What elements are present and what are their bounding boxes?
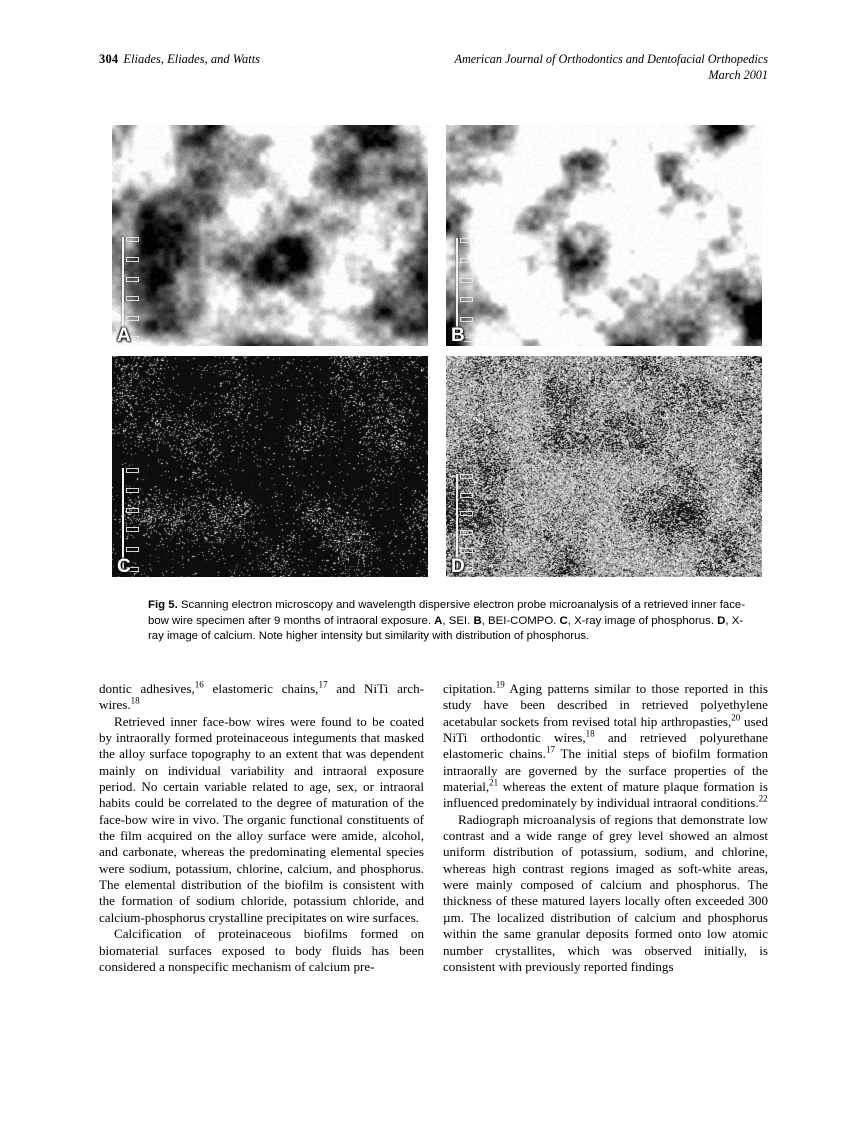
left-para1-seg3: and NiTi arch-wires. [99,681,424,713]
panel-a-micrograph [112,125,428,346]
issue-date: March 2001 [708,67,768,82]
figure-caption [148,598,748,645]
caption-panel-b-label: B [473,614,482,627]
right-para1-seg3: used NiTi orthodontic wires, [443,713,768,746]
right-para1-seg4: and retrieved polyurethane elastomeric chains. [443,730,768,762]
reference-marker-22: 22 [758,794,768,805]
reference-marker-20: 20 [731,712,741,723]
right-column [443,681,768,975]
right-para-2: Radiograph microanalysis of regions that demonstrate low contrast and a wide range of grey level showed an almost uniform distribution of potassium, sodium, and chlorine, whereas high contrast regions imaged as soft-white areas, were mainly composed of calcium and phosphorus. The thickness of these matured layers locally often exceeded 300 µm. The localized distribution of calcium and phosphorus within the same granular deposits formed onto low atomic number crystallites, which was observed initially, is consistent with previously reported findings [443,811,768,974]
left-para-2: Retrieved inner face-bow wires were found to be coated by intraorally formed proteinaceous integuments that masked the alloy surface topography to an extent that was dependent mainly on individual variability and intraoral exposure period. No certain variable related to age, sex, or intraoral habits could be correlated to the degree of maturation of the face-bow wire in vivo. The organic functional constituents of the film acquired on the alloy surface were amide, alcohol, and carbonate, whereas the predominating elemental species were sodium, potassium, chlorine, calcium, and phosphorus. The elemental distribution of the biofilm is consistent with the formation of sodium chloride, potassium chloride, and calcium-phosphorus crystalline precipitates on wire surfaces. [99,713,424,925]
figure-panel-a-sei [112,125,428,346]
figure-panel-grid [112,125,762,577]
left-para1-seg2: elastomeric chains, [203,681,319,696]
journal-title: American Journal of Orthodontics and Dentofacial Orthopedics [454,52,768,66]
body-columns [99,681,768,975]
figure-panel-d-calcium-map [446,356,762,577]
panel-c-label: C [117,556,131,577]
caption-panel-a-label: A [434,614,443,627]
figure-5 [112,125,762,577]
panel-b-micrograph [446,125,762,346]
panel-a-label: A [117,325,131,346]
figure-panel-b-bei-compo [446,125,762,346]
reference-marker-16: 16 [194,679,204,690]
caption-panel-c-text: , X-ray image of phosphorus. [567,614,718,627]
right-para1-seg6: whereas the extent of mature plaque formation is influenced predominately by individual intraoral conditions. [443,779,768,811]
running-head-right [455,52,768,83]
caption-panel-d-text: , X-ray image of calcium. Note higher intensity but similarity with distribution of phosphorus. [148,614,744,643]
reference-marker-18b: 18 [585,728,595,739]
panel-b-label: B [451,325,465,346]
left-para-3: Calcification of proteinaceous biofilms formed on biomaterial surfaces exposed to body fluids has been considered a nonspecific mechanism of calcium pre- [99,926,424,974]
caption-panel-b-text: , BEI-COMPO. [481,614,560,627]
reference-marker-17b: 17 [545,745,555,756]
caption-panel-d-label: D [717,614,726,627]
figure-caption-lead: Fig 5. [148,599,178,611]
running-head-authors: Eliades, Eliades, and Watts [123,52,261,66]
panel-d-xray-map [446,356,762,577]
left-para-continuation [99,681,424,714]
reference-marker-19: 19 [495,679,505,690]
page-number: 304 [99,52,119,66]
right-para1-seg5: The initial steps of biofilm formation intraorally are governed by the surface properties of the material, [443,746,768,795]
caption-panel-c-label: C [559,614,568,627]
figure-caption-text: Scanning electron microscopy and wavelength dispersive electron probe microanalysis of a retrieved inner face-bow wire specimen after 9 months of intraoral exposure. [148,599,746,627]
reference-marker-17: 17 [318,679,328,690]
panel-d-label: D [451,556,465,577]
right-para1-seg1: cipitation. [443,681,496,696]
left-column [99,681,424,975]
panel-c-xray-map [112,356,428,577]
caption-panel-a-text: , SEI. [442,614,474,627]
left-para1-seg1: dontic adhesives, [99,681,195,696]
running-head [99,52,768,83]
right-para1-seg2: Aging patterns similar to those reported in this study have been described in retrieved polyethylene acetabular sockets from revised total hip arthropasties, [443,681,768,729]
running-head-left [99,52,260,67]
reference-marker-21: 21 [489,777,499,788]
figure-panel-c-phosphorus-map [112,356,428,577]
right-para-continuation [443,681,768,812]
reference-marker-18: 18 [130,695,140,706]
